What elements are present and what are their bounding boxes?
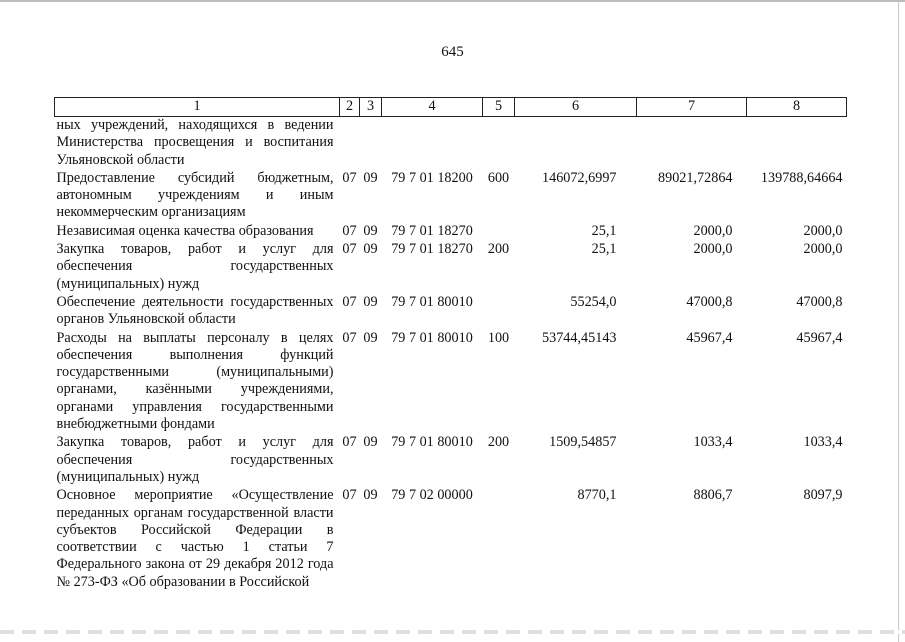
- page-number: 645: [441, 44, 464, 60]
- table-row: [55, 241, 847, 294]
- scan-artifact: [0, 630, 905, 634]
- row-amount-year-2: [637, 117, 747, 170]
- header-col-4: 4: [382, 98, 483, 117]
- row-target-article: 79 7 01 80010: [391, 434, 473, 451]
- row-subsection: 09: [363, 222, 378, 239]
- row-amount-year-3: 2000,0: [803, 241, 843, 258]
- row-subsection: 09: [363, 241, 378, 258]
- row-expense-type: [483, 223, 515, 241]
- row-amount-year-1: 53744,45143: [542, 329, 617, 346]
- row-amount-year-2: 47000,8: [686, 293, 733, 310]
- header-col-6: 6: [515, 98, 637, 117]
- row-amount-year-3: 8097,9: [803, 487, 843, 504]
- row-amount-year-1: 55254,0: [570, 293, 617, 310]
- row-subsection: 09: [363, 293, 378, 310]
- row-subsection: 09: [363, 487, 378, 504]
- row-amount-year-2: 2000,0: [693, 222, 733, 239]
- row-description: Расходы на выплаты персоналу в целях обеспечения выполнения функций государственными (муниципальными) органами, казёнными учреждениями, органами управления государственными внебюджетными фондами: [56, 329, 334, 433]
- table-row: [55, 434, 847, 487]
- row-amount-year-1: 25,1: [591, 241, 617, 258]
- row-description: Основное мероприятие «Осуществление переданных органам государственной власти субъектов Российской Федерации в соответствии с частью 1 статьи 7 Федерального закона от 29 декабря 2012 года № 273-ФЗ «Об образовании в Российской: [56, 487, 334, 590]
- row-target-article: 79 7 02 00000: [391, 487, 473, 504]
- row-description: ных учреждений, находящихся в ведении Министерства просвещения и воспитания Ульяновской области: [56, 117, 334, 168]
- row-section: 07: [342, 169, 357, 186]
- row-subsection: [360, 117, 382, 170]
- row-section: 07: [342, 222, 357, 239]
- row-amount-year-3: 1033,4: [803, 434, 843, 451]
- row-amount-year-2: 2000,0: [693, 241, 733, 258]
- row-target-article: 79 7 01 18200: [391, 169, 473, 186]
- row-amount-year-2: 89021,72864: [658, 169, 733, 186]
- row-description: Закупка товаров, работ и услуг для обеспечения государственных (муниципальных) нужд: [56, 241, 334, 292]
- table-row: [55, 294, 847, 330]
- row-amount-year-2: 45967,4: [686, 329, 733, 346]
- row-section: 07: [342, 241, 357, 258]
- row-subsection: 09: [363, 169, 378, 186]
- row-subsection: 09: [363, 329, 378, 346]
- header-col-8: 8: [747, 98, 847, 117]
- header-col-2: 2: [340, 98, 360, 117]
- row-target-article: 79 7 01 18270: [391, 241, 473, 258]
- row-expense-type: 200: [487, 434, 510, 451]
- table-row: [55, 487, 847, 592]
- table-header: [55, 98, 847, 117]
- table-row: [55, 117, 847, 170]
- row-amount-year-3: 47000,8: [796, 293, 843, 310]
- header-col-3: 3: [360, 98, 382, 117]
- row-target-article: [382, 117, 483, 170]
- page-edge: [898, 2, 899, 642]
- row-amount-year-1: 1509,54857: [549, 434, 617, 451]
- table-row: [55, 223, 847, 241]
- header-col-1: 1: [55, 98, 340, 117]
- table-row: [55, 170, 847, 223]
- row-section: 07: [342, 329, 357, 346]
- row-description: Независимая оценка качества образования: [56, 222, 314, 239]
- row-amount-year-3: 45967,4: [796, 329, 843, 346]
- header-col-7: 7: [637, 98, 747, 117]
- row-amount-year-2: 1033,4: [693, 434, 733, 451]
- header-col-5: 5: [483, 98, 515, 117]
- row-amount-year-1: 25,1: [591, 222, 617, 239]
- row-amount-year-1: 146072,6997: [542, 169, 617, 186]
- row-section: [340, 117, 360, 170]
- row-expense-type: [483, 117, 515, 170]
- budget-table: [54, 97, 847, 592]
- row-amount-year-2: 8806,7: [693, 487, 733, 504]
- row-amount-year-3: 2000,0: [803, 222, 843, 239]
- header-row: [55, 98, 847, 117]
- row-description: Предоставление субсидий бюджетным, автономным учреждениям и иным некоммерческим организациям: [56, 169, 334, 221]
- row-section: 07: [342, 487, 357, 504]
- table-body: [55, 117, 847, 593]
- row-section: 07: [342, 434, 357, 451]
- row-amount-year-3: [747, 117, 847, 170]
- row-expense-type: 100: [487, 329, 510, 346]
- row-amount-year-3: 139788,64664: [760, 169, 843, 186]
- row-description: Обеспечение деятельности государственных органов Ульяновской области: [56, 293, 334, 328]
- row-expense-type: [483, 294, 515, 330]
- row-amount-year-1: [515, 117, 637, 170]
- row-subsection: 09: [363, 434, 378, 451]
- row-expense-type: 200: [487, 241, 510, 258]
- row-target-article: 79 7 01 80010: [391, 293, 473, 310]
- row-section: 07: [342, 293, 357, 310]
- row-target-article: 79 7 01 80010: [391, 329, 473, 346]
- row-amount-year-1: 8770,1: [577, 487, 617, 504]
- row-expense-type: [483, 487, 515, 592]
- row-target-article: 79 7 01 18270: [391, 222, 473, 239]
- row-description: Закупка товаров, работ и услуг для обеспечения государственных (муниципальных) нужд: [56, 434, 334, 485]
- row-expense-type: 600: [487, 169, 510, 186]
- table-row: [55, 330, 847, 435]
